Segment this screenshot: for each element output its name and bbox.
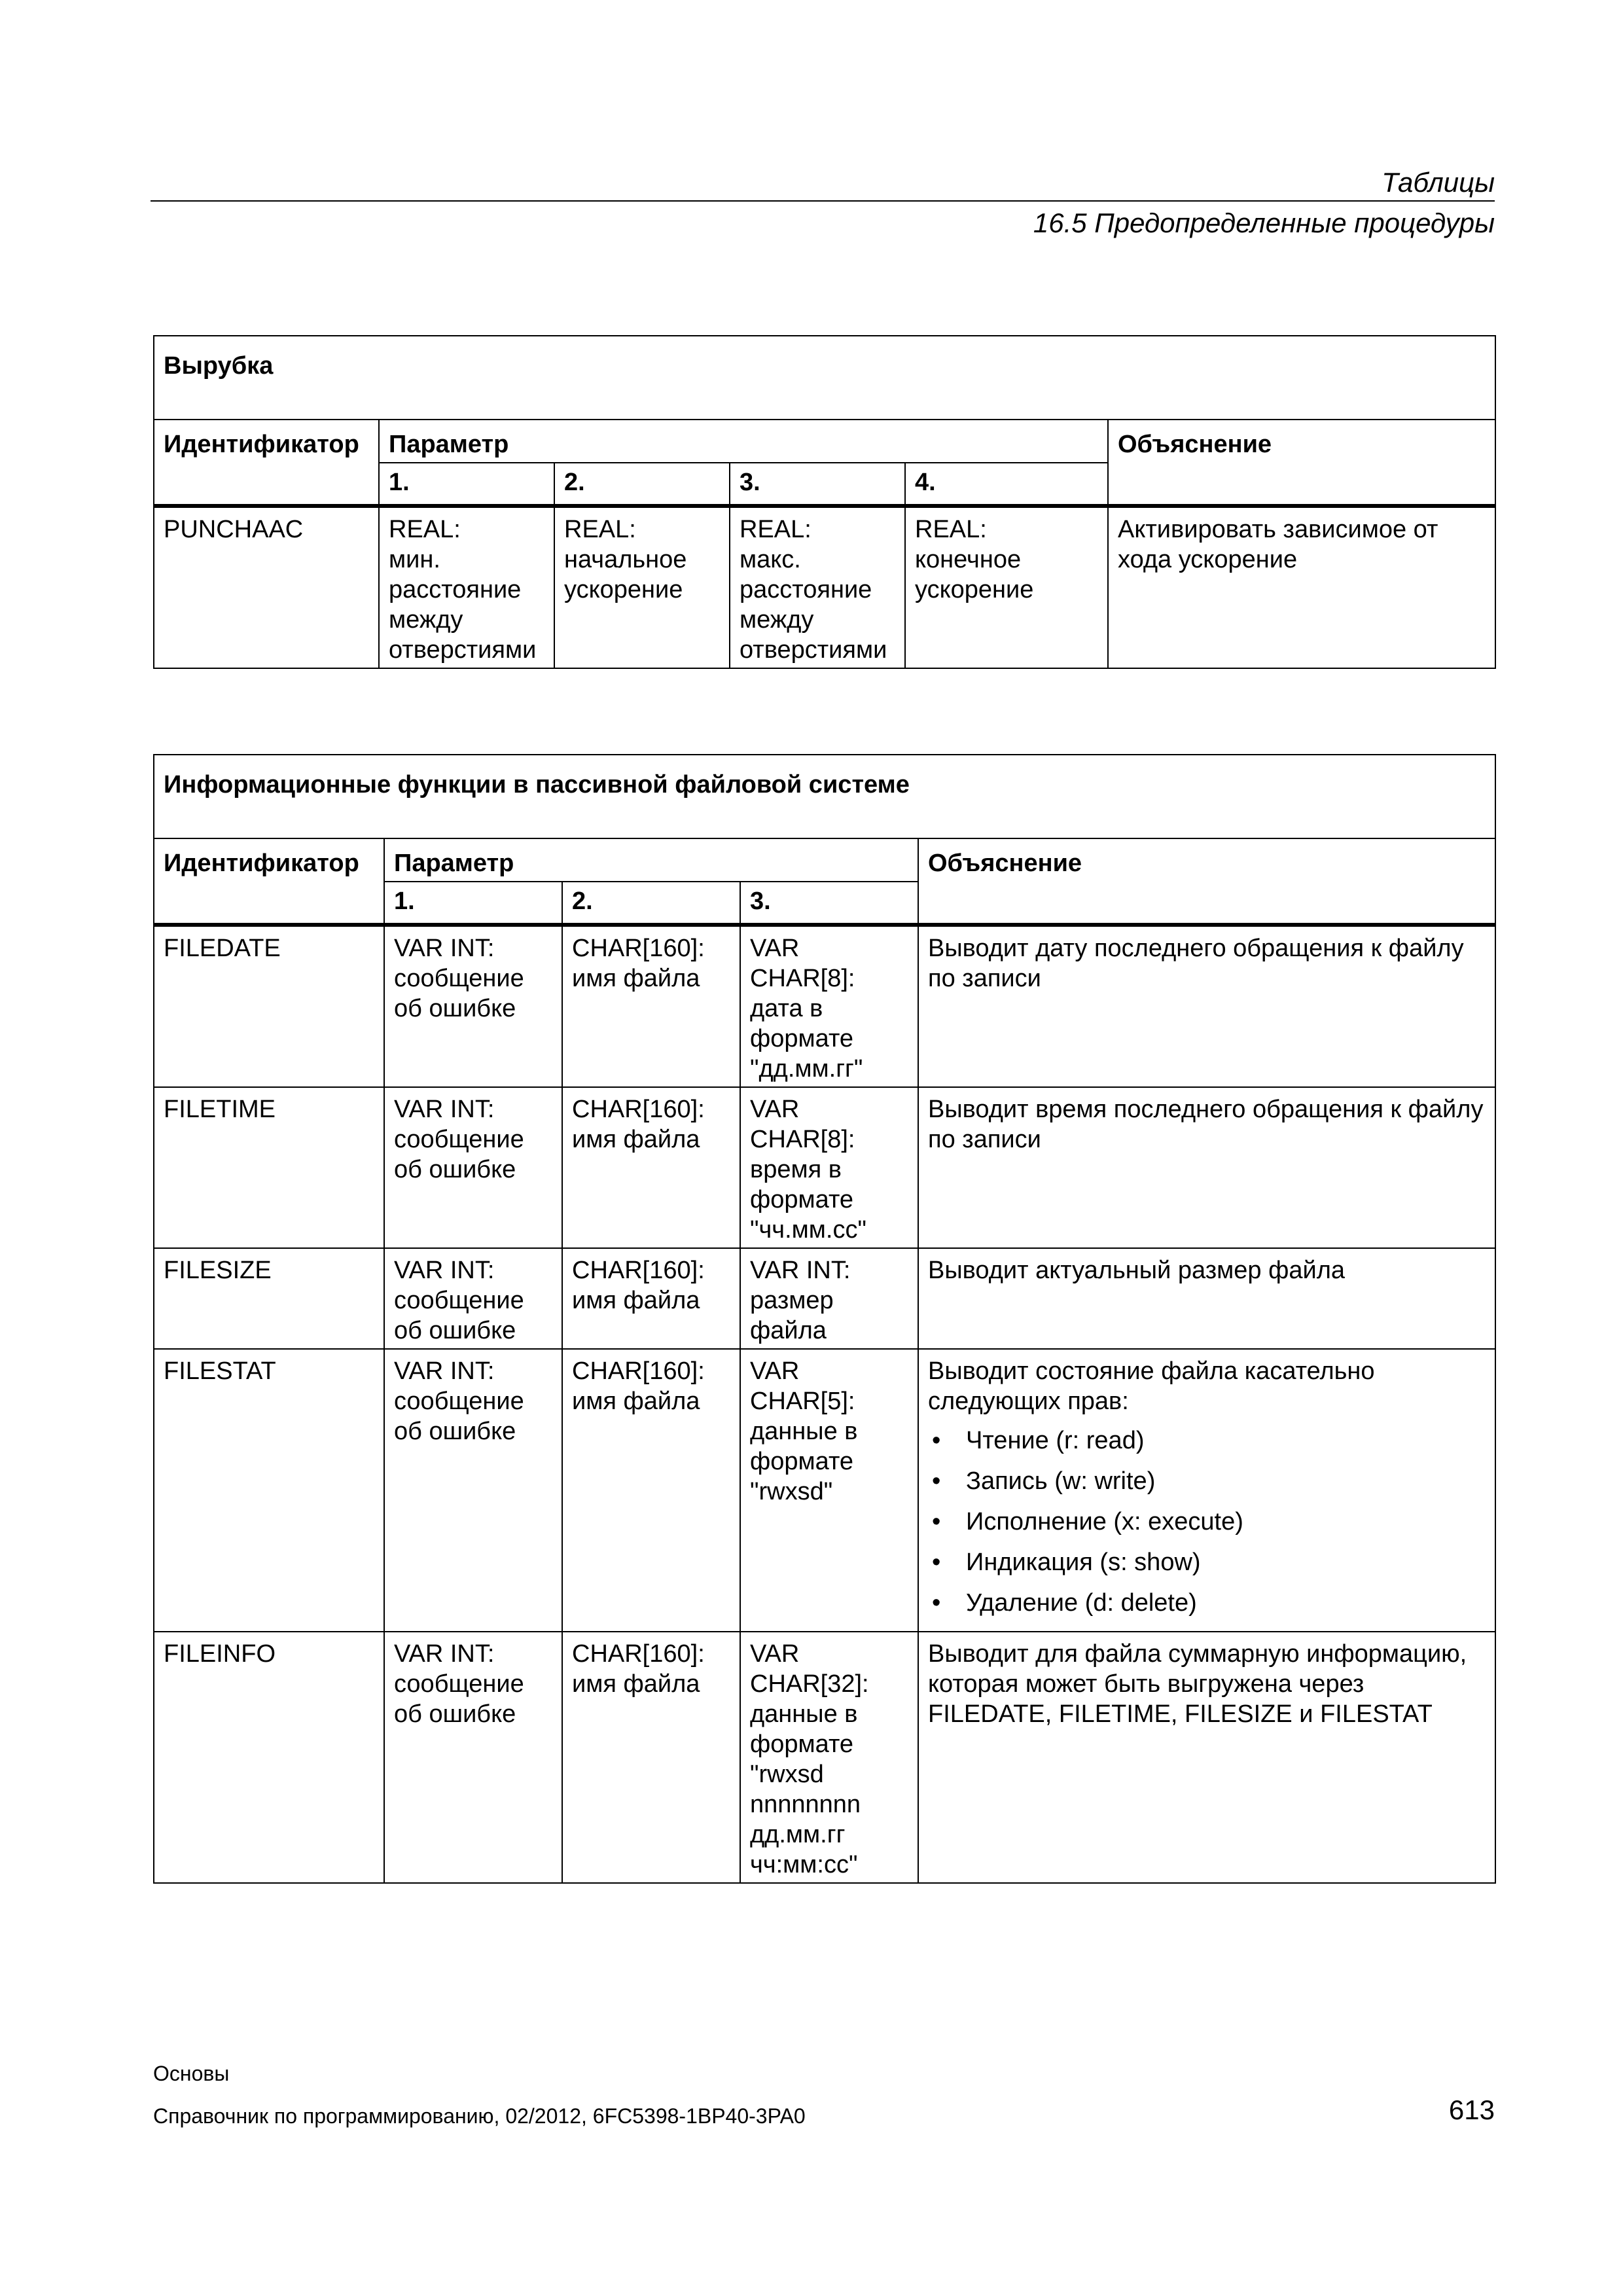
page-number: 613	[1448, 2094, 1495, 2125]
param-cell	[740, 1349, 918, 1632]
param-line: между	[740, 606, 814, 634]
param-line: "rwxsd	[750, 1761, 824, 1788]
param-line: об ошибке	[394, 995, 516, 1022]
param-cell	[554, 506, 730, 668]
param-number-header: 3.	[740, 882, 918, 925]
param-line: сообщение	[394, 1670, 524, 1698]
param-line: VAR INT:	[394, 1357, 495, 1385]
param-number-header: 4.	[905, 463, 1108, 506]
identifier-cell: FILETIME	[154, 1087, 384, 1248]
permissions-list	[928, 1426, 1486, 1618]
param-number-header: 1.	[384, 882, 562, 925]
identifier-cell: FILEDATE	[154, 925, 384, 1087]
param-cell	[562, 1349, 740, 1632]
explanation-cell: Активировать зависимое от хода ускорение	[1108, 506, 1495, 668]
list-item: • Запись (w: write)	[928, 1466, 1486, 1496]
param-line: имя файла	[572, 1388, 700, 1415]
param-number-header: 1.	[379, 463, 554, 506]
footer-book-title: Основы	[153, 2062, 230, 2085]
param-line: CHAR[160]:	[572, 1096, 705, 1123]
identifier-header: Идентификатор	[154, 838, 384, 925]
param-line: отверстиями	[740, 636, 887, 664]
param-line: сообщение	[394, 1287, 524, 1314]
param-line: ускорение	[564, 576, 683, 603]
param-line: VAR INT:	[394, 1257, 495, 1284]
param-line: VAR INT:	[750, 1257, 851, 1284]
parameter-header: Параметр	[384, 838, 918, 882]
table-title: Вырубка	[154, 336, 1495, 420]
param-line: CHAR[32]:	[750, 1670, 869, 1698]
param-line: VAR INT:	[394, 1640, 495, 1668]
table-title: Информационные функции в пассивной файловой системе	[154, 755, 1495, 838]
param-line: CHAR[5]:	[750, 1388, 855, 1415]
param-line: VAR INT:	[394, 935, 495, 962]
param-line: конечное	[915, 546, 1022, 573]
param-line: данные в	[750, 1418, 858, 1445]
param-line: макс.	[740, 546, 801, 573]
param-line: имя файла	[572, 1126, 700, 1153]
table-row	[154, 1087, 1495, 1248]
param-line: "дд.мм.гг"	[750, 1055, 863, 1083]
identifier-cell: FILESTAT	[154, 1349, 384, 1632]
explanation-cell: Выводит актуальный размер файла	[918, 1248, 1495, 1349]
explanation-cell: Выводит для файла суммарную информацию, которая может быть выгружена через FILEDATE, FILETIME, FILESIZE и FILESTAT	[918, 1632, 1495, 1883]
list-item: • Удаление (d: delete)	[928, 1588, 1486, 1618]
param-line: данные в	[750, 1700, 858, 1728]
param-cell	[562, 1248, 740, 1349]
table-row	[154, 1349, 1495, 1632]
param-line: имя файла	[572, 1670, 700, 1698]
table-row	[154, 506, 1495, 668]
param-line: чч:мм:сс"	[750, 1851, 858, 1878]
param-cell	[730, 506, 905, 668]
param-line: CHAR[160]:	[572, 1640, 705, 1668]
param-line: сообщение	[394, 965, 524, 992]
param-line: дд.мм.гг	[750, 1821, 846, 1848]
param-line: формате	[750, 1025, 854, 1052]
identifier-cell: FILESIZE	[154, 1248, 384, 1349]
param-line: CHAR[160]:	[572, 935, 705, 962]
param-cell	[905, 506, 1108, 668]
identifier-header: Идентификатор	[154, 420, 379, 506]
param-line: формате	[750, 1448, 854, 1475]
param-line: VAR	[750, 1640, 800, 1668]
list-item: • Чтение (r: read)	[928, 1426, 1486, 1456]
chapter-title: Таблицы	[1382, 167, 1495, 198]
param-number-header: 3.	[730, 463, 905, 506]
param-line: об ошибке	[394, 1156, 516, 1183]
identifier-cell: PUNCHAAC	[154, 506, 379, 668]
param-line: формате	[750, 1186, 854, 1213]
param-cell	[384, 925, 562, 1087]
footer-manual-info: Справочник по программированию, 02/2012, 6FC5398-1BP40-3PA0	[153, 2104, 806, 2128]
param-cell	[384, 1632, 562, 1883]
param-line: об ошибке	[394, 1317, 516, 1344]
param-cell	[384, 1248, 562, 1349]
param-line: VAR	[750, 935, 800, 962]
explanation-header: Объяснение	[918, 838, 1495, 925]
param-line: REAL:	[389, 516, 461, 543]
param-line: REAL:	[564, 516, 636, 543]
param-cell	[562, 1087, 740, 1248]
list-item: • Исполнение (x: execute)	[928, 1507, 1486, 1537]
file-info-table	[153, 754, 1496, 1884]
param-line: об ошибке	[394, 1700, 516, 1728]
param-line: VAR	[750, 1096, 800, 1123]
param-line: ускорение	[915, 576, 1034, 603]
header-divider	[151, 200, 1495, 202]
param-line: VAR INT:	[394, 1096, 495, 1123]
explanation-header: Объяснение	[1108, 420, 1495, 506]
param-cell	[740, 1248, 918, 1349]
param-cell	[562, 925, 740, 1087]
param-line: между	[389, 606, 463, 634]
param-line: "чч.мм.сс"	[750, 1216, 866, 1244]
param-line: CHAR[160]:	[572, 1357, 705, 1385]
param-line: REAL:	[915, 516, 987, 543]
param-number-header: 2.	[562, 882, 740, 925]
param-line: дата в	[750, 995, 823, 1022]
param-line: имя файла	[572, 1287, 700, 1314]
param-line: сообщение	[394, 1126, 524, 1153]
param-line: nnnnnnnn	[750, 1791, 861, 1818]
param-line: расстояние	[740, 576, 872, 603]
param-line: имя файла	[572, 965, 700, 992]
param-line: сообщение	[394, 1388, 524, 1415]
punching-table	[153, 335, 1496, 669]
param-line: расстояние	[389, 576, 522, 603]
param-cell	[384, 1087, 562, 1248]
param-line: формате	[750, 1731, 854, 1758]
param-line: начальное	[564, 546, 687, 573]
param-line: отверстиями	[389, 636, 537, 664]
param-cell	[740, 1632, 918, 1883]
param-number-header: 2.	[554, 463, 730, 506]
param-cell	[384, 1349, 562, 1632]
table-row	[154, 1248, 1495, 1349]
param-line: время в	[750, 1156, 842, 1183]
param-cell	[740, 925, 918, 1087]
list-item: • Индикация (s: show)	[928, 1547, 1486, 1577]
param-line: размер	[750, 1287, 834, 1314]
section-title: 16.5 Предопределенные процедуры	[1033, 207, 1495, 238]
explanation-cell: Выводит дату последнего обращения к файлу по записи	[918, 925, 1495, 1087]
param-line: CHAR[8]:	[750, 965, 855, 992]
param-cell	[379, 506, 554, 668]
param-line: об ошибке	[394, 1418, 516, 1445]
param-cell	[562, 1632, 740, 1883]
param-line: файла	[750, 1317, 827, 1344]
param-line: VAR	[750, 1357, 800, 1385]
param-line: "rwxsd"	[750, 1478, 833, 1505]
parameter-header: Параметр	[379, 420, 1108, 463]
param-line: REAL:	[740, 516, 812, 543]
param-line: мин.	[389, 546, 440, 573]
table-row	[154, 1632, 1495, 1883]
identifier-cell: FILEINFO	[154, 1632, 384, 1883]
explanation-cell: Выводит время последнего обращения к файлу по записи	[918, 1087, 1495, 1248]
explanation-text: Выводит состояние файла касательно следующих прав:	[928, 1357, 1375, 1415]
param-line: CHAR[160]:	[572, 1257, 705, 1284]
param-cell	[740, 1087, 918, 1248]
table-row	[154, 925, 1495, 1087]
explanation-cell	[918, 1349, 1495, 1632]
param-line: CHAR[8]:	[750, 1126, 855, 1153]
